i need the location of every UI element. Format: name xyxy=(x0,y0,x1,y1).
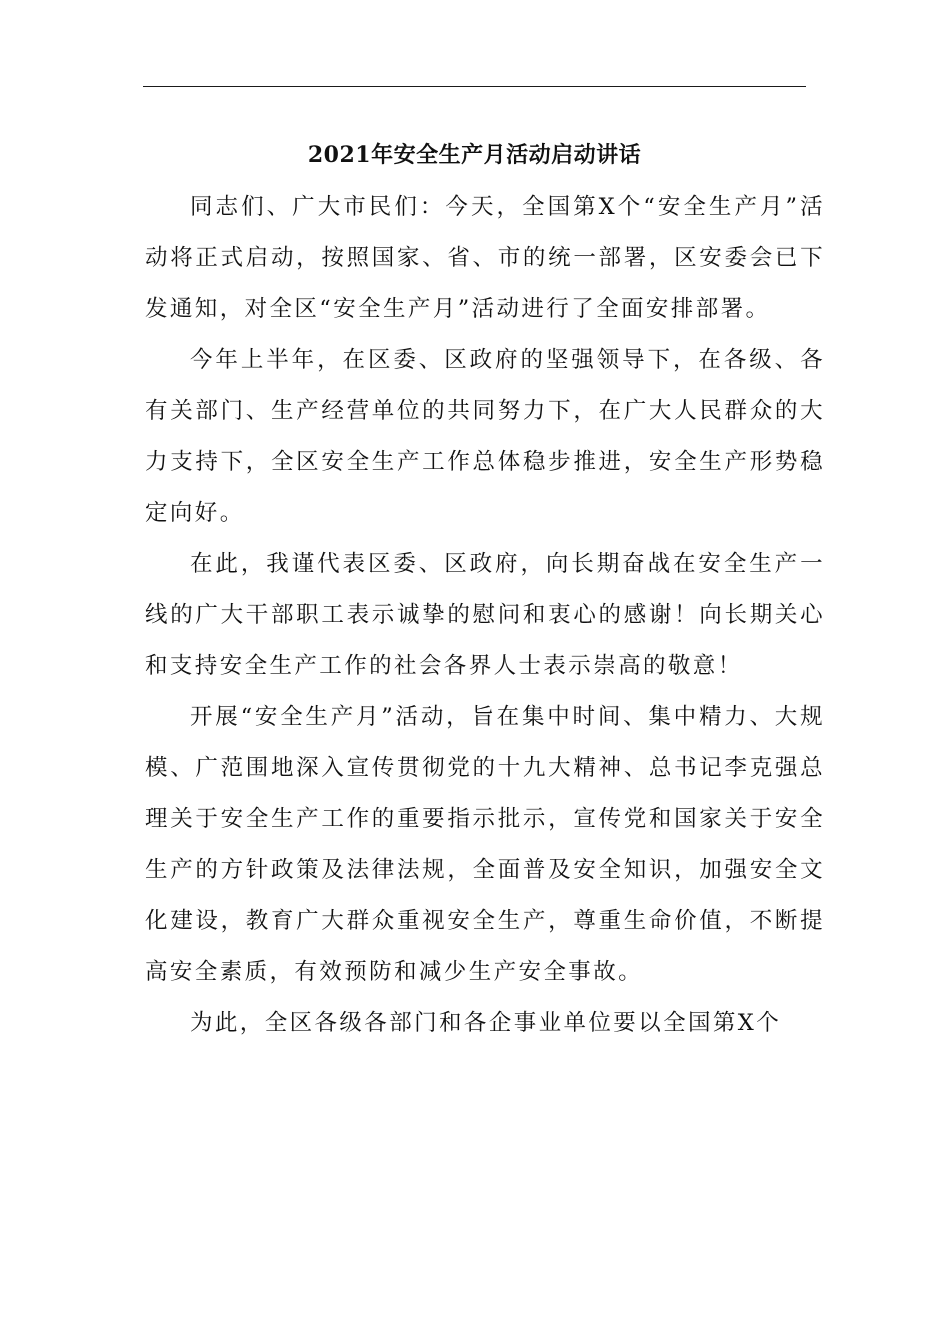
paragraph-greeting: 同志们、广大市民们：今天，全国第X个“安全生产月”活动将正式启动，按照国家、省、市的统一部署，区安委会已下发通知，对全区“安全生产月”活动进行了全面安排部署。 xyxy=(145,194,825,322)
paragraph-half-year-review: 今年上半年，在区委、区政府的坚强领导下，在各级、各有关部门、生产经营单位的共同努力下，在广大人民群众的大力支持下，全区安全生产工作总体稳步推进，安全生产形势稳定向好。 xyxy=(145,347,825,526)
header-rule xyxy=(143,86,806,87)
paragraph-gratitude: 在此，我谨代表区委、区政府，向长期奋战在安全生产一线的广大干部职工表示诚挚的慰问和衷心的感谢！向长期关心和支持安全生产工作的社会各界人士表示崇高的敬意！ xyxy=(145,551,825,679)
paragraph-activity-purpose: 开展“安全生产月”活动，旨在集中时间、集中精力、大规模、广范围地深入宣传贯彻党的十九大精神、总书记李克强总理关于安全生产工作的重要指示批示，宣传党和国家关于安全生产的方针政策及法律法规，全面普及安全知识，加强安全文化建设，教育广大群众重视安全生产，尊重生命价值，不断提高安全素质，有效预防和减少生产安全事故。 xyxy=(145,704,825,985)
document-title: 2021年安全生产月活动启动讲话 xyxy=(307,142,642,168)
paragraph-requirements: 为此，全区各级各部门和各企事业单位要以全国第X个 xyxy=(190,1010,782,1036)
document-body xyxy=(145,182,825,1049)
